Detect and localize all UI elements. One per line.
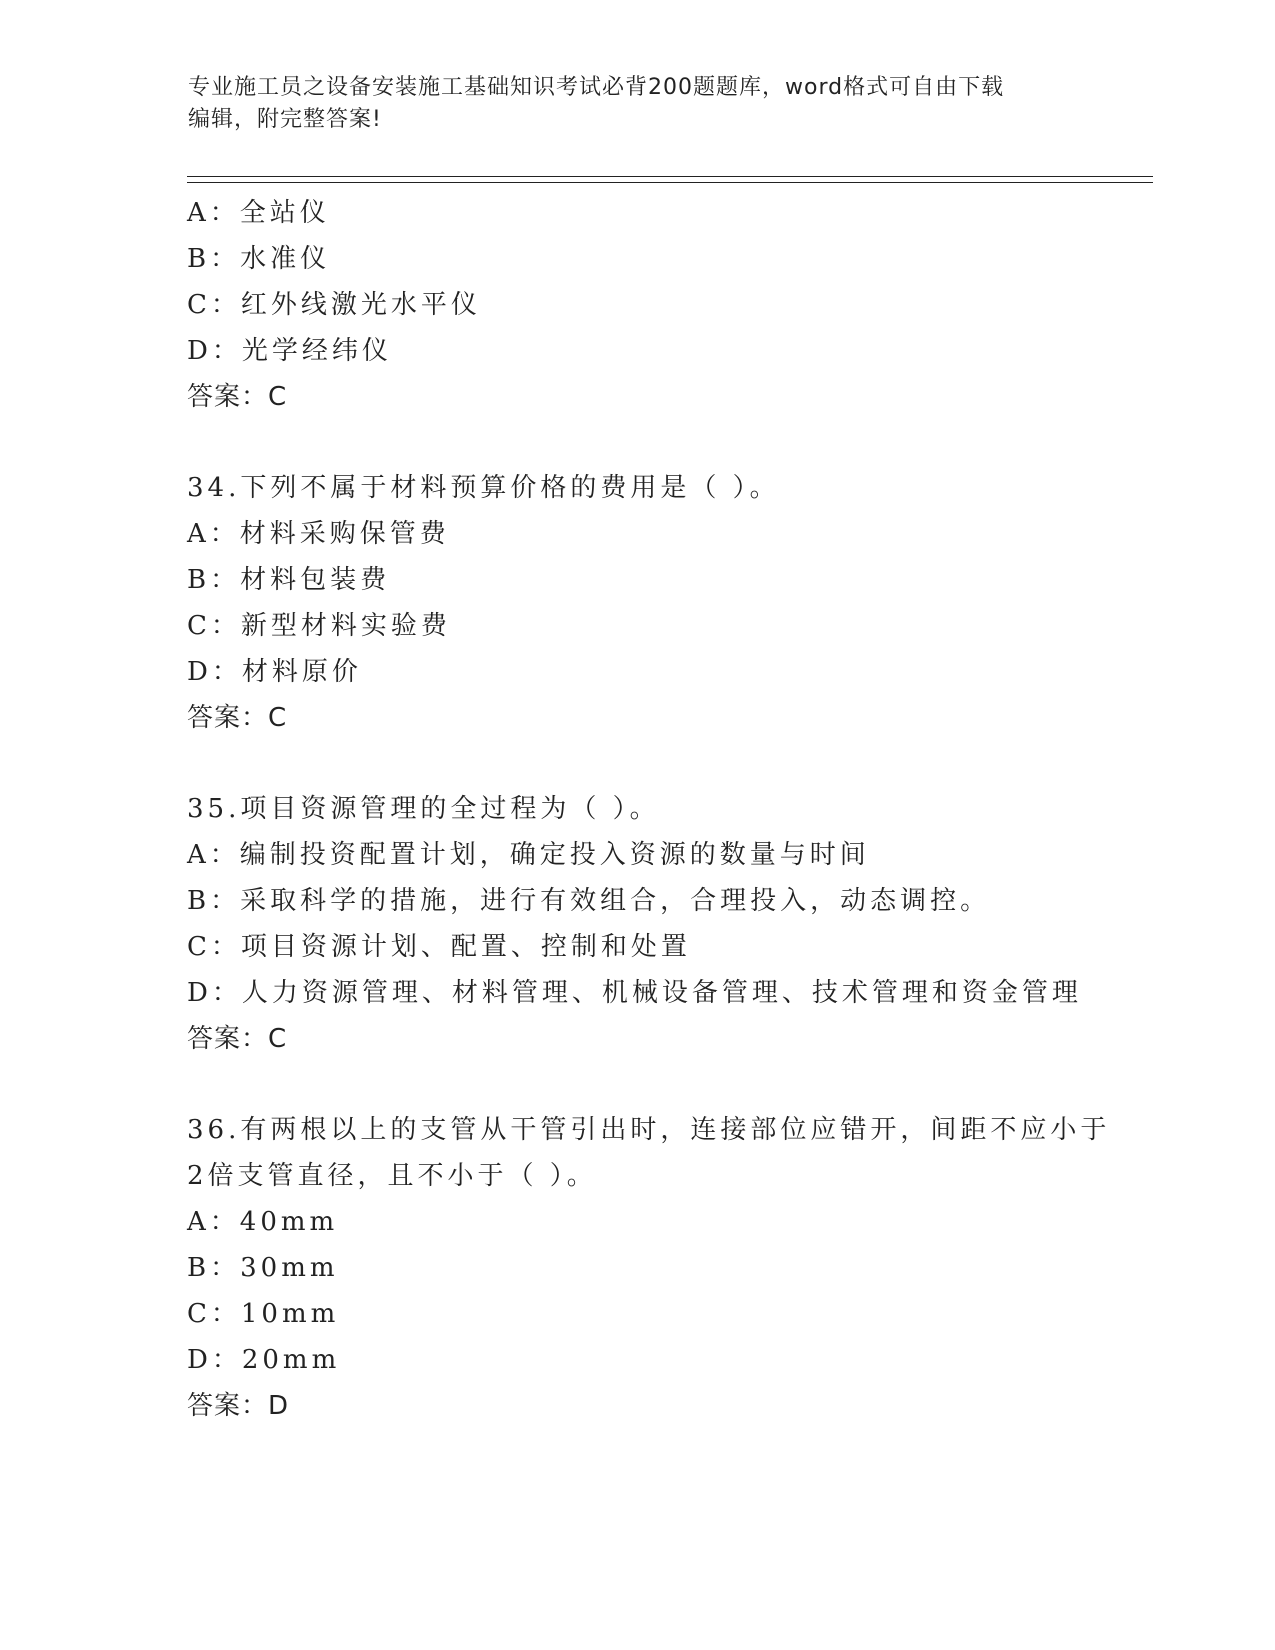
answer: 答案：D	[187, 1391, 290, 1421]
option-b: B：30mm	[187, 1253, 339, 1283]
question-text: 35.项目资源管理的全过程为（ ）。	[187, 794, 660, 824]
question-text: 34.下列不属于材料预算价格的费用是（ ）。	[187, 473, 780, 503]
option-d: D：光学经纬仪	[187, 336, 392, 366]
option-d: D：20mm	[187, 1345, 341, 1375]
answer: 答案：C	[187, 703, 288, 733]
document-header	[188, 72, 1088, 136]
question-text-line-1: 36.有两根以上的支管从干管引出时，连接部位应错开，间距不应小于	[187, 1115, 1111, 1145]
option-c: C：项目资源计划、配置、控制和处置	[187, 932, 691, 962]
question-text-line-2: 2倍支管直径，且不小于（ ）。	[187, 1161, 597, 1191]
header-line-2: 编辑，附完整答案!	[188, 107, 382, 132]
option-d: D：人力资源管理、材料管理、机械设备管理、技术管理和资金管理	[187, 978, 1082, 1008]
question-34-block	[187, 465, 1147, 741]
option-b: B：采取科学的措施，进行有效组合，合理投入，动态调控。	[187, 886, 991, 916]
header-rule-bottom	[187, 182, 1153, 183]
option-a: A：40mm	[187, 1207, 339, 1237]
answer: 答案：C	[187, 1024, 288, 1054]
question-35-block	[187, 786, 1147, 1062]
option-b: B：水准仪	[187, 244, 331, 274]
option-b: B：材料包装费	[187, 565, 391, 595]
question-33-block	[187, 190, 1147, 420]
header-rule-top	[187, 176, 1153, 177]
answer: 答案：C	[187, 382, 288, 412]
question-list	[187, 190, 1147, 1429]
option-a: A：材料采购保管费	[187, 519, 450, 549]
option-d: D：材料原价	[187, 657, 362, 687]
option-c: C：红外线激光水平仪	[187, 290, 481, 320]
question-36-block	[187, 1107, 1147, 1429]
option-a: A：编制投资配置计划，确定投入资源的数量与时间	[187, 840, 870, 870]
option-c: C：新型材料实验费	[187, 611, 451, 641]
option-c: C：10mm	[187, 1299, 340, 1329]
option-a: A：全站仪	[187, 198, 330, 228]
header-line-1: 专业施工员之设备安装施工基础知识考试必背200题题库，word格式可自由下载	[188, 75, 1005, 100]
